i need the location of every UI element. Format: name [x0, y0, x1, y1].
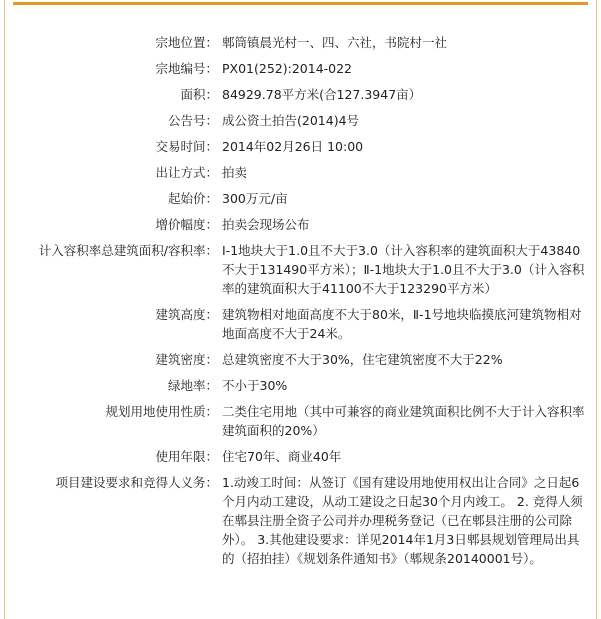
field-label: 公告号：	[167, 113, 218, 128]
row-starting-price	[5, 186, 595, 212]
field-value: 拍卖	[222, 165, 248, 180]
row-location	[5, 30, 595, 56]
field-label: 绿地率：	[167, 378, 218, 393]
field-label: 宗地编号：	[155, 61, 218, 76]
row-green-ratio	[5, 373, 595, 399]
field-label: 起始价：	[167, 191, 218, 206]
field-label: 宗地位置：	[155, 35, 218, 50]
field-value: 2014年02月26日 10:00	[222, 139, 364, 154]
field-value: 84929.78平方米(合127.3947亩）	[222, 87, 422, 102]
field-label: 增价幅度：	[155, 217, 218, 232]
field-label: 建筑高度：	[155, 307, 218, 322]
field-label: 计入容积率总建筑面积/容积率：	[38, 243, 218, 258]
field-value: Ⅰ-1地块大于1.0且不大于3.0（计入容积率的建筑面积大于43840不大于131490平方米）；Ⅱ-1地块大于1.0且不大于3.0（计入容积率的建筑面积大于41100不大于123290平方米）	[222, 243, 585, 296]
row-land-use	[5, 399, 595, 444]
row-building-density	[5, 347, 595, 373]
field-value: 郫筒镇晨光村一、四、六社，书院村一社	[222, 35, 448, 50]
row-transfer-method	[5, 160, 595, 186]
info-panel	[4, 0, 597, 619]
row-use-term	[5, 444, 595, 470]
row-area	[5, 82, 595, 108]
field-label: 面积：	[180, 87, 218, 102]
field-value: 不小于30%	[222, 378, 288, 393]
top-divider	[13, 2, 588, 5]
row-floor-area-ratio	[5, 238, 595, 302]
field-label: 出让方式：	[155, 165, 218, 180]
field-value: 1.动竣工时间：从签订《国有建设用地使用权出让合同》之日起6个月内动工建设，从动工建设之日起30个月内竣工。 2. 竞得人须在郫县注册全资子公司并办理税务登记（已在郫县注册的公司除外）。 3.其他建设要求：详见2014年1月3日郫县规划管理局出具的（招拍挂）《规划条件通知书》（郫规条20140001号）。	[222, 475, 583, 566]
field-value: 成公资土拍告(2014)4号	[222, 113, 360, 128]
row-bid-increment	[5, 212, 595, 238]
row-building-height	[5, 302, 595, 347]
field-value: 二类住宅用地（其中可兼容的商业建筑面积比例不大于计入容积率建筑面积的20%）	[222, 404, 585, 438]
field-value: 300万元/亩	[222, 191, 288, 206]
field-value: 住宅70年、商业40年	[222, 449, 342, 464]
field-label: 项目建设要求和竞得人义务：	[55, 475, 218, 490]
row-construction-requirements	[5, 470, 595, 572]
field-value: 总建筑密度不大于30%，住宅建筑密度不大于22%	[222, 352, 503, 367]
field-label: 使用年限：	[155, 449, 218, 464]
row-trade-time	[5, 134, 595, 160]
field-value: 拍卖会现场公布	[222, 217, 310, 232]
row-parcel-number	[5, 56, 595, 82]
field-label: 交易时间：	[155, 139, 218, 154]
field-value: 建筑物相对地面高度不大于80米，Ⅱ-1号地块临摸底河建筑物相对地面高度不大于24米。	[222, 307, 582, 341]
field-label: 规划用地使用性质：	[105, 404, 218, 419]
land-info-table	[5, 30, 595, 572]
row-announcement-number	[5, 108, 595, 134]
field-value: PX01(252):2014-022	[222, 61, 353, 76]
field-label: 建筑密度：	[155, 352, 218, 367]
